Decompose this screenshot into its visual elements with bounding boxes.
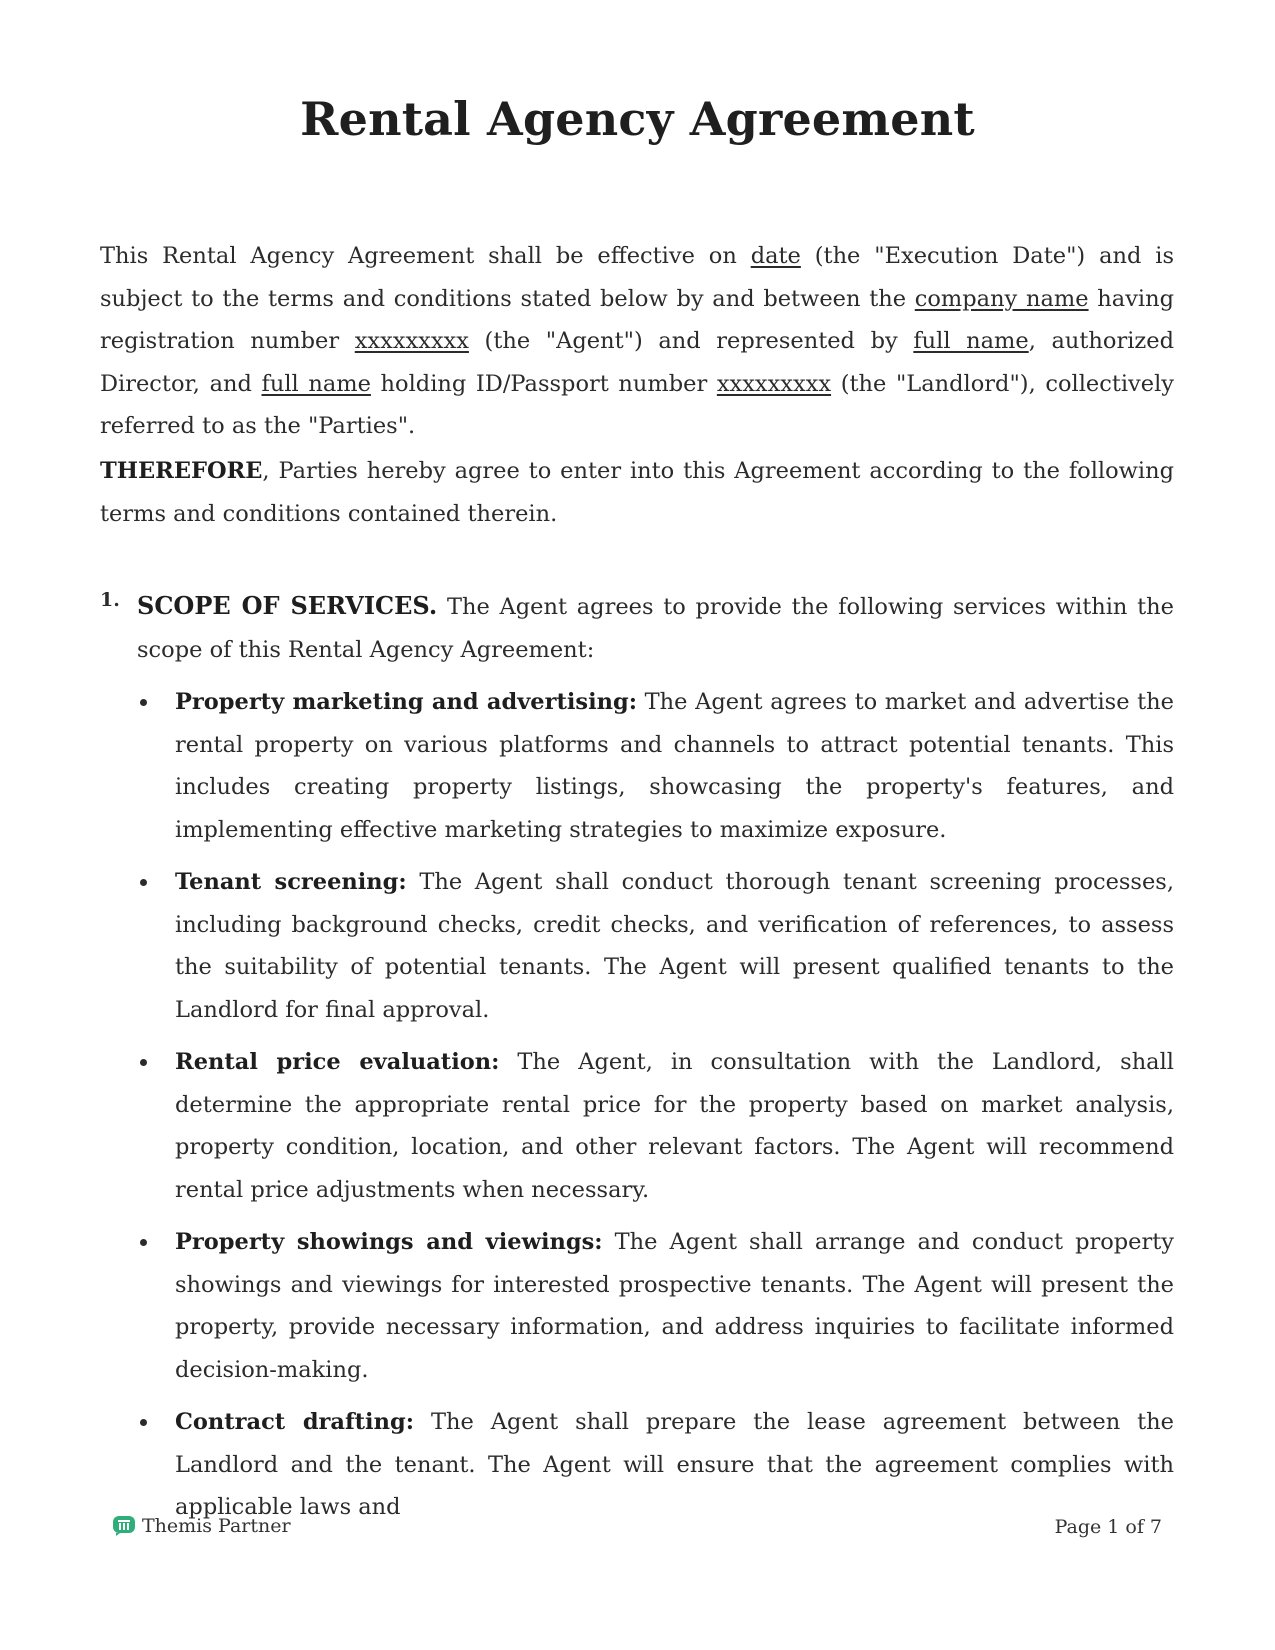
passport-number-field: xxxxxxxxx [716,370,832,397]
list-item [100,681,1174,851]
registration-number-field: xxxxxxxxx [354,328,469,354]
bullet-icon [140,699,147,706]
list-item-term: Property marketing and advertising: [175,689,638,715]
list-item [100,861,1174,1031]
list-item [100,1041,1174,1211]
intro-text: (the "Agent") and represented by [468,328,914,354]
list-item-text [175,861,1174,1031]
section-intro [137,585,1174,671]
list-item-body: The Agent agrees to market and advertise the rental property on various platforms and channels to attract potential tenants. This includes creating property listings, showcasing the property's features, and implementing effective marketing strategies to maximize exposure. [175,689,1174,843]
list-item-body: The Agent shall prepare the lease agreement between the Landlord and the tenant. The Agent will ensure that the agreement complies with applicable laws and [175,1409,1174,1520]
therefore-paragraph [100,450,1174,535]
therefore-lead: THEREFORE [100,458,263,484]
intro-text: (the "Execution Date") and is subject to the terms and conditions stated below by and between the [100,243,1174,312]
representative-name-field: full name [913,328,1029,354]
landlord-name-field: full name [261,370,371,397]
page-number: Page 1 of 7 [1054,1516,1162,1538]
intro-paragraph [100,235,1174,448]
list-item-term: Rental price evaluation: [175,1049,500,1075]
company-name-field: company name [914,285,1089,312]
intro-text: This Rental Agency Agreement shall be effective on [100,243,751,269]
list-item-body: The Agent shall arrange and conduct property showings and viewings for interested prospective tenants. The Agent will present the property, provide necessary information, and address inquiries to facilitate informed decision-making. [175,1229,1174,1383]
bullet-icon [140,1059,147,1066]
intro-text: holding ID/Passport number [370,370,717,397]
bullet-icon [140,1239,147,1246]
execution-date-field: date [750,243,801,269]
brand-name: Themis Partner [142,1515,291,1537]
therefore-text: , Parties hereby agree to enter into this Agreement according to the following terms and conditions contained therein. [100,458,1174,527]
list-item-text [175,1401,1174,1529]
section-scope-of-services [100,585,1174,1539]
brand [112,1515,291,1537]
list-item-body: The Agent, in consultation with the Landlord, shall determine the appropriate rental price for the property based on market analysis, property condition, location, and other relevant factors. The Agent will recommend rental price adjustments when necessary. [175,1049,1174,1203]
bullet-icon [140,1419,147,1426]
list-item [100,1401,1174,1529]
section-text: The Agent agrees to provide the following services within the scope of this Rental Agency Agreement: [137,594,1174,663]
section-heading: SCOPE OF SERVICES. [137,591,438,620]
intro-text: having registration number [100,285,1174,354]
list-item [100,1221,1174,1391]
list-item-term: Tenant screening: [175,869,407,895]
list-item-term: Contract drafting: [175,1409,414,1435]
list-item-text [175,1041,1174,1211]
intro-text: , authorized Director, and [100,328,1174,397]
services-list [100,681,1174,1529]
list-item-term: Property showings and viewings: [175,1229,603,1255]
list-item-text [175,1221,1174,1391]
list-item-text [175,681,1174,851]
document-title: Rental Agency Agreement [300,92,975,146]
list-item-body: The Agent shall conduct thorough tenant screening processes, including background checks, credit checks, and verification of references, to assess the suitability of potential tenants. The Agent will present qualified tenants to the Landlord for final approval. [175,869,1174,1023]
bullet-icon [140,879,147,886]
section-number: 1. [100,589,120,611]
themis-logo-icon [112,1515,136,1537]
intro-text: (the "Landlord"), collectively referred to as the "Parties". [100,370,1174,439]
page-footer [112,1515,1162,1545]
